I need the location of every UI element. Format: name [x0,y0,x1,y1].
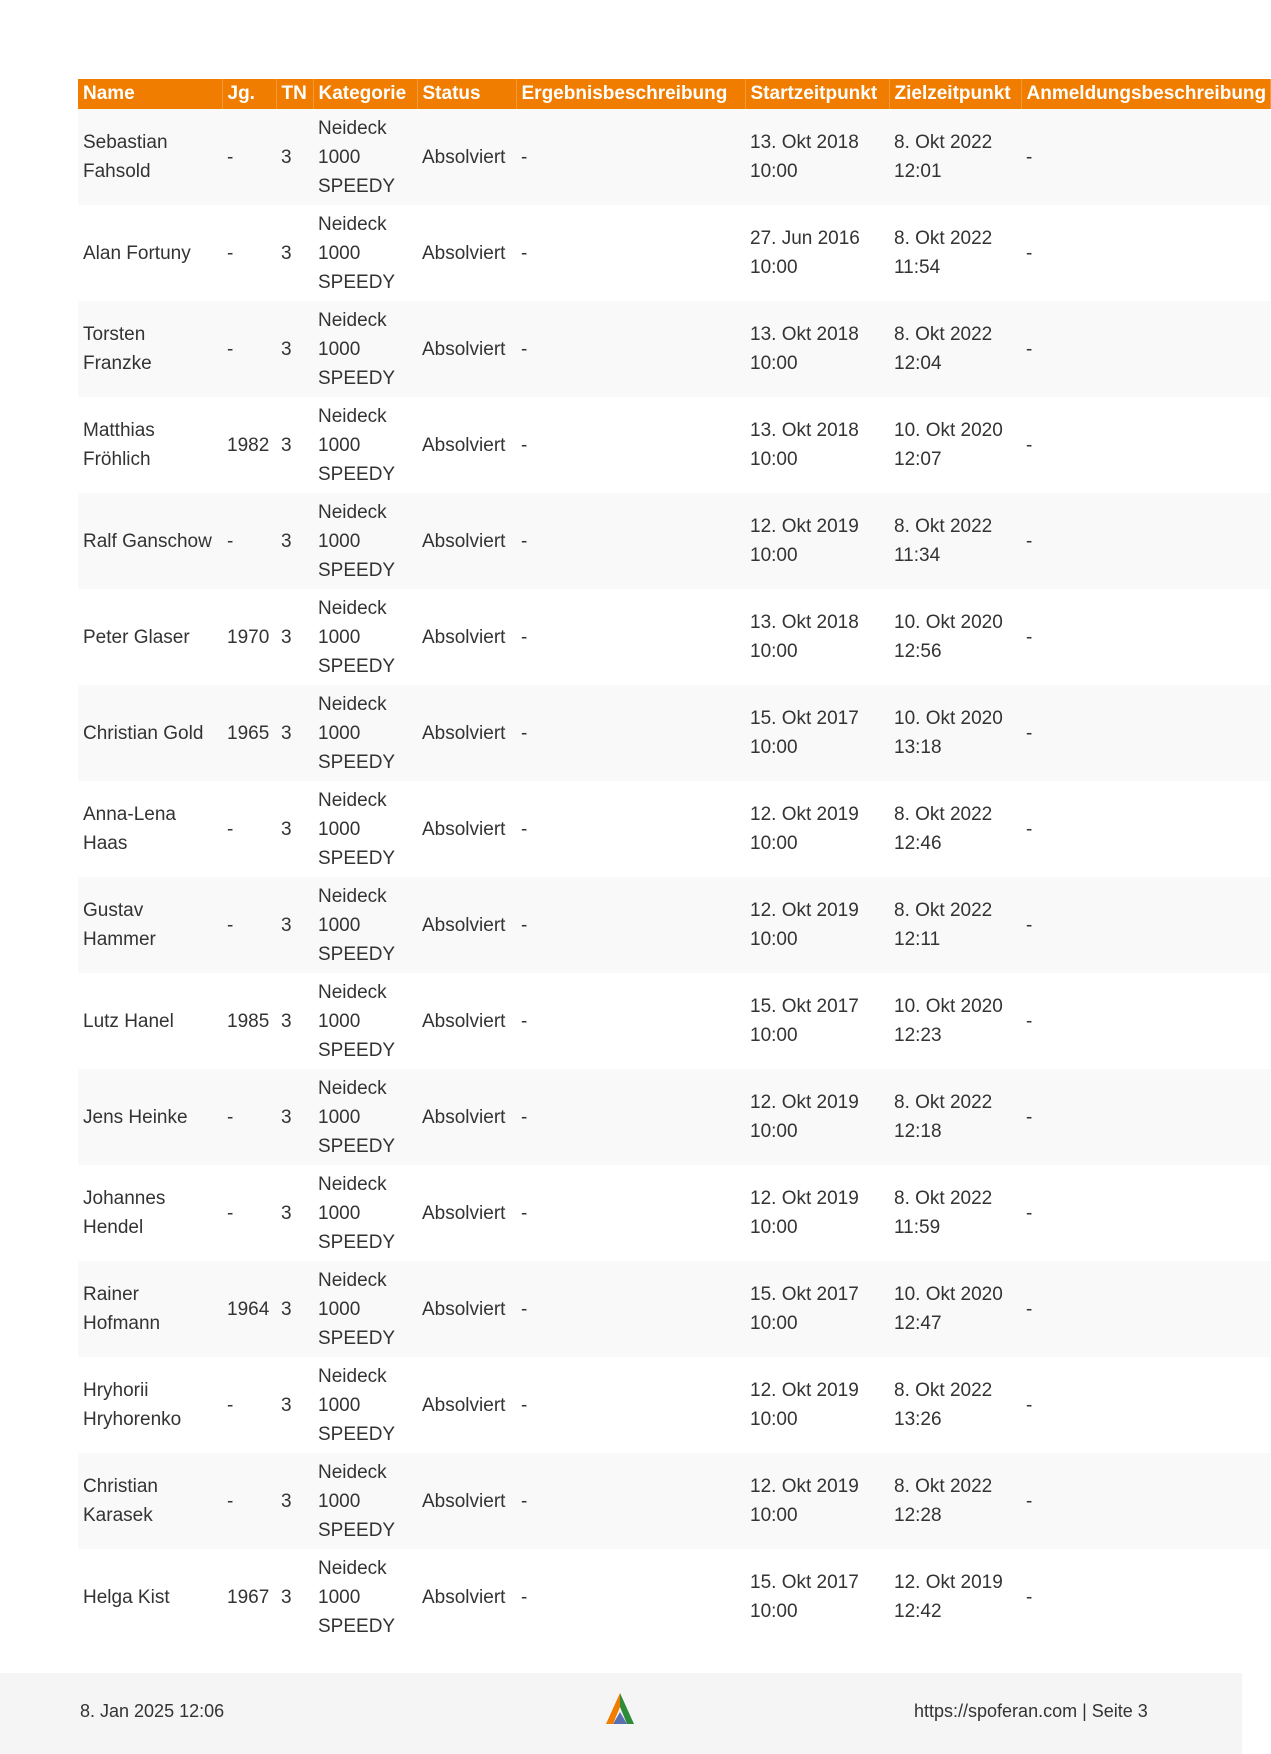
table-row[interactable] [78,205,1270,301]
cell-zielzeitpunkt: 12. Okt 2019 12:42 [889,1549,1021,1645]
header-zielzeitpunkt[interactable]: Zielzeitpunkt [889,79,1021,109]
cell-status: Absolviert [417,109,516,205]
table-row[interactable] [78,301,1270,397]
cell-anmeldungsbeschreibung: - [1021,1069,1270,1165]
cell-name: Alan Fortuny [78,205,222,301]
cell-anmeldungsbeschreibung: - [1021,1453,1270,1549]
table-row[interactable] [78,1549,1270,1645]
cell-ergebnisbeschreibung: - [516,973,745,1069]
cell-tn: 3 [276,301,313,397]
cell-name: Sebastian Fahsold [78,109,222,205]
cell-tn: 3 [276,1549,313,1645]
cell-startzeitpunkt: 12. Okt 2019 10:00 [745,493,889,589]
cell-anmeldungsbeschreibung: - [1021,301,1270,397]
cell-status: Absolviert [417,397,516,493]
cell-name: Torsten Franzke [78,301,222,397]
cell-anmeldungsbeschreibung: - [1021,205,1270,301]
cell-status: Absolviert [417,205,516,301]
cell-startzeitpunkt: 12. Okt 2019 10:00 [745,1069,889,1165]
cell-tn: 3 [276,493,313,589]
cell-name: Christian Gold [78,685,222,781]
cell-jg: 1970 [222,589,276,685]
cell-ergebnisbeschreibung: - [516,1069,745,1165]
header-tn[interactable]: TN [276,79,313,109]
cell-zielzeitpunkt: 8. Okt 2022 12:28 [889,1453,1021,1549]
cell-name: Peter Glaser [78,589,222,685]
cell-kategorie: Neideck 1000 SPEEDY [313,781,417,877]
cell-status: Absolviert [417,685,516,781]
cell-name: Lutz Hanel [78,973,222,1069]
cell-kategorie: Neideck 1000 SPEEDY [313,973,417,1069]
cell-zielzeitpunkt: 8. Okt 2022 12:46 [889,781,1021,877]
results-table [78,79,1271,1645]
cell-name: Johannes Hendel [78,1165,222,1261]
cell-startzeitpunkt: 12. Okt 2019 10:00 [745,1357,889,1453]
cell-startzeitpunkt: 15. Okt 2017 10:00 [745,1261,889,1357]
spoferan-logo-icon [600,1690,640,1730]
cell-anmeldungsbeschreibung: - [1021,1261,1270,1357]
cell-jg: 1967 [222,1549,276,1645]
cell-ergebnisbeschreibung: - [516,589,745,685]
cell-kategorie: Neideck 1000 SPEEDY [313,397,417,493]
cell-name: Ralf Ganschow [78,493,222,589]
cell-ergebnisbeschreibung: - [516,301,745,397]
cell-ergebnisbeschreibung: - [516,1357,745,1453]
cell-name: Anna-Lena Haas [78,781,222,877]
cell-ergebnisbeschreibung: - [516,397,745,493]
cell-ergebnisbeschreibung: - [516,1165,745,1261]
cell-name: Christian Karasek [78,1453,222,1549]
cell-status: Absolviert [417,1165,516,1261]
cell-tn: 3 [276,1069,313,1165]
cell-tn: 3 [276,205,313,301]
cell-tn: 3 [276,109,313,205]
cell-jg: - [222,493,276,589]
cell-kategorie: Neideck 1000 SPEEDY [313,589,417,685]
cell-name: Rainer Hofmann [78,1261,222,1357]
cell-startzeitpunkt: 15. Okt 2017 10:00 [745,1549,889,1645]
cell-tn: 3 [276,781,313,877]
cell-jg: 1985 [222,973,276,1069]
cell-ergebnisbeschreibung: - [516,1453,745,1549]
cell-kategorie: Neideck 1000 SPEEDY [313,1357,417,1453]
header-status[interactable]: Status [417,79,516,109]
cell-ergebnisbeschreibung: - [516,781,745,877]
cell-startzeitpunkt: 12. Okt 2019 10:00 [745,781,889,877]
table-row[interactable] [78,781,1270,877]
cell-kategorie: Neideck 1000 SPEEDY [313,1261,417,1357]
page-footer [0,1673,1242,1754]
header-name[interactable]: Name [78,79,222,109]
cell-jg: - [222,205,276,301]
cell-jg: 1964 [222,1261,276,1357]
cell-ergebnisbeschreibung: - [516,205,745,301]
table-row[interactable] [78,589,1270,685]
cell-anmeldungsbeschreibung: - [1021,973,1270,1069]
cell-jg: 1965 [222,685,276,781]
header-jg[interactable]: Jg. [222,79,276,109]
cell-kategorie: Neideck 1000 SPEEDY [313,301,417,397]
footer-date: 8. Jan 2025 12:06 [80,1701,225,1721]
table-row[interactable] [78,1165,1270,1261]
cell-startzeitpunkt: 13. Okt 2018 10:00 [745,397,889,493]
footer-url-page: https://spoferan.com | Seite 3 [914,1701,1148,1721]
table-row[interactable] [78,877,1270,973]
cell-tn: 3 [276,1453,313,1549]
cell-tn: 3 [276,1165,313,1261]
cell-kategorie: Neideck 1000 SPEEDY [313,1069,417,1165]
cell-name: Gustav Hammer [78,877,222,973]
cell-kategorie: Neideck 1000 SPEEDY [313,493,417,589]
header-anmeldungsbeschreibung[interactable]: Anmeldungsbeschreibung [1021,79,1270,109]
cell-zielzeitpunkt: 10. Okt 2020 13:18 [889,685,1021,781]
cell-anmeldungsbeschreibung: - [1021,1165,1270,1261]
cell-startzeitpunkt: 13. Okt 2018 10:00 [745,589,889,685]
cell-ergebnisbeschreibung: - [516,493,745,589]
cell-tn: 3 [276,1357,313,1453]
table-row[interactable] [78,397,1270,493]
cell-zielzeitpunkt: 8. Okt 2022 11:34 [889,493,1021,589]
cell-anmeldungsbeschreibung: - [1021,397,1270,493]
cell-status: Absolviert [417,877,516,973]
cell-zielzeitpunkt: 10. Okt 2020 12:47 [889,1261,1021,1357]
cell-kategorie: Neideck 1000 SPEEDY [313,685,417,781]
cell-anmeldungsbeschreibung: - [1021,1357,1270,1453]
cell-ergebnisbeschreibung: - [516,1549,745,1645]
cell-status: Absolviert [417,1357,516,1453]
cell-jg: - [222,1453,276,1549]
cell-jg: - [222,877,276,973]
cell-jg: - [222,1069,276,1165]
cell-name: Helga Kist [78,1549,222,1645]
cell-startzeitpunkt: 12. Okt 2019 10:00 [745,1453,889,1549]
table-row[interactable] [78,973,1270,1069]
table-row[interactable] [78,1261,1270,1357]
cell-zielzeitpunkt: 10. Okt 2020 12:23 [889,973,1021,1069]
cell-ergebnisbeschreibung: - [516,1261,745,1357]
cell-kategorie: Neideck 1000 SPEEDY [313,1453,417,1549]
cell-anmeldungsbeschreibung: - [1021,685,1270,781]
header-ergebnisbeschreibung[interactable]: Ergebnisbeschreibung [516,79,745,109]
cell-tn: 3 [276,397,313,493]
cell-startzeitpunkt: 13. Okt 2018 10:00 [745,301,889,397]
table-row[interactable] [78,109,1270,205]
cell-jg: - [222,1357,276,1453]
cell-startzeitpunkt: 12. Okt 2019 10:00 [745,1165,889,1261]
cell-jg: - [222,781,276,877]
results-table-container [78,79,1267,1669]
cell-status: Absolviert [417,1069,516,1165]
cell-status: Absolviert [417,1261,516,1357]
cell-zielzeitpunkt: 8. Okt 2022 12:01 [889,109,1021,205]
cell-zielzeitpunkt: 8. Okt 2022 12:18 [889,1069,1021,1165]
table-row[interactable] [78,685,1270,781]
table-row[interactable] [78,1357,1270,1453]
cell-startzeitpunkt: 15. Okt 2017 10:00 [745,685,889,781]
cell-anmeldungsbeschreibung: - [1021,109,1270,205]
cell-status: Absolviert [417,1453,516,1549]
cell-tn: 3 [276,973,313,1069]
header-startzeitpunkt[interactable]: Startzeitpunkt [745,79,889,109]
cell-status: Absolviert [417,781,516,877]
cell-startzeitpunkt: 27. Jun 2016 10:00 [745,205,889,301]
cell-kategorie: Neideck 1000 SPEEDY [313,205,417,301]
cell-status: Absolviert [417,493,516,589]
cell-jg: 1982 [222,397,276,493]
cell-tn: 3 [276,589,313,685]
table-header-row [78,79,1270,109]
cell-startzeitpunkt: 15. Okt 2017 10:00 [745,973,889,1069]
cell-zielzeitpunkt: 10. Okt 2020 12:07 [889,397,1021,493]
cell-status: Absolviert [417,301,516,397]
table-row[interactable] [78,1453,1270,1549]
cell-zielzeitpunkt: 8. Okt 2022 13:26 [889,1357,1021,1453]
cell-kategorie: Neideck 1000 SPEEDY [313,1549,417,1645]
cell-startzeitpunkt: 13. Okt 2018 10:00 [745,109,889,205]
cell-anmeldungsbeschreibung: - [1021,781,1270,877]
cell-tn: 3 [276,1261,313,1357]
cell-kategorie: Neideck 1000 SPEEDY [313,1165,417,1261]
cell-jg: - [222,1165,276,1261]
cell-zielzeitpunkt: 8. Okt 2022 11:59 [889,1165,1021,1261]
cell-anmeldungsbeschreibung: - [1021,589,1270,685]
cell-zielzeitpunkt: 8. Okt 2022 12:11 [889,877,1021,973]
cell-zielzeitpunkt: 10. Okt 2020 12:56 [889,589,1021,685]
cell-name: Hryhorii Hryhorenko [78,1357,222,1453]
cell-status: Absolviert [417,973,516,1069]
cell-ergebnisbeschreibung: - [516,109,745,205]
cell-kategorie: Neideck 1000 SPEEDY [313,877,417,973]
cell-kategorie: Neideck 1000 SPEEDY [313,109,417,205]
cell-anmeldungsbeschreibung: - [1021,877,1270,973]
header-kategorie[interactable]: Kategorie [313,79,417,109]
cell-status: Absolviert [417,1549,516,1645]
cell-jg: - [222,301,276,397]
cell-anmeldungsbeschreibung: - [1021,493,1270,589]
cell-zielzeitpunkt: 8. Okt 2022 11:54 [889,205,1021,301]
cell-status: Absolviert [417,589,516,685]
cell-anmeldungsbeschreibung: - [1021,1549,1270,1645]
table-body [78,109,1270,1645]
cell-zielzeitpunkt: 8. Okt 2022 12:04 [889,301,1021,397]
cell-tn: 3 [276,877,313,973]
cell-tn: 3 [276,685,313,781]
cell-name: Matthias Fröhlich [78,397,222,493]
cell-ergebnisbeschreibung: - [516,685,745,781]
cell-startzeitpunkt: 12. Okt 2019 10:00 [745,877,889,973]
cell-ergebnisbeschreibung: - [516,877,745,973]
table-row[interactable] [78,1069,1270,1165]
cell-jg: - [222,109,276,205]
table-row[interactable] [78,493,1270,589]
cell-name: Jens Heinke [78,1069,222,1165]
